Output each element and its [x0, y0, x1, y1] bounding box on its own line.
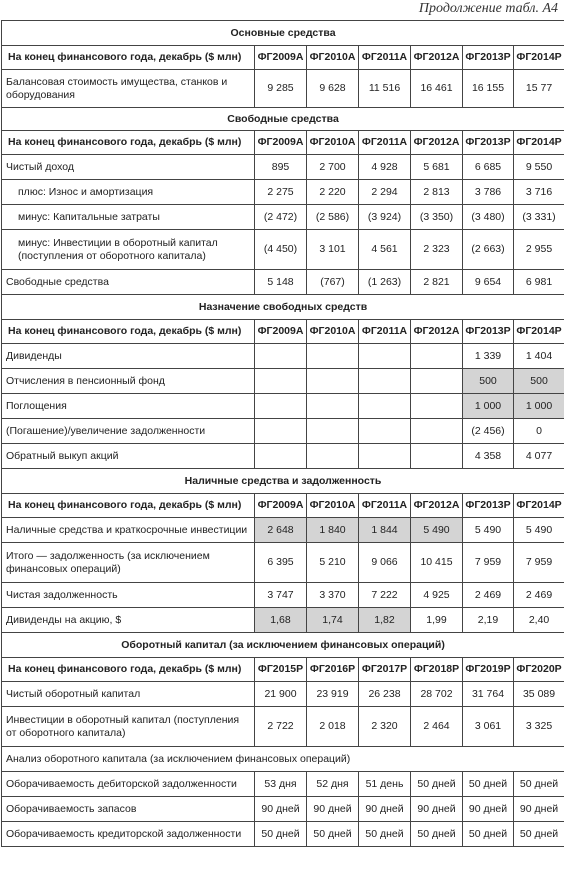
row-label: Обратный выкуп акций [2, 444, 255, 469]
table-cell: 2,40 [514, 608, 564, 633]
table-row [2, 608, 564, 633]
row-label: (Погашение)/увеличение задолженности [2, 419, 255, 444]
table-cell: 500 [514, 369, 564, 394]
column-header-year: ФГ2011А [359, 131, 411, 155]
column-header-label: На конец финансового года, декабрь ($ млн) [2, 131, 255, 155]
table-cell: 7 959 [514, 543, 564, 583]
row-label: Оборачиваемость запасов [2, 797, 255, 822]
table-row [2, 205, 564, 230]
row-label: Оборачиваемость кредиторской задолженности [2, 822, 255, 847]
table-cell: (2 586) [307, 205, 359, 230]
table-cell: (767) [307, 270, 359, 295]
column-header-label: На конец финансового года, декабрь ($ млн) [2, 494, 255, 518]
table-cell: 3 786 [463, 180, 514, 205]
column-header-year: ФГ2012А [411, 131, 463, 155]
table-cell: 5 490 [514, 518, 564, 543]
row-label: Анализ оборотного капитала (за исключением финансовых операций) [2, 747, 564, 772]
table-cell: 3 370 [307, 583, 359, 608]
column-header-year: ФГ2009А [255, 494, 307, 518]
table-cell: 1 000 [463, 394, 514, 419]
row-label: минус: Инвестиции в оборотный капитал (поступления от оборотного капитала) [2, 230, 255, 270]
table-row [2, 344, 564, 369]
table-cell: 1 339 [463, 344, 514, 369]
column-header-year: ФГ2014Р [514, 131, 564, 155]
section-header-row [2, 108, 564, 131]
table-row [2, 772, 564, 797]
table-cell [411, 344, 463, 369]
column-header-year: ФГ2020Р [514, 658, 564, 682]
table-cell [411, 369, 463, 394]
table-cell: 2 294 [359, 180, 411, 205]
section-header-row [2, 295, 564, 320]
table-cell: 4 928 [359, 155, 411, 180]
column-header-year: ФГ2012А [411, 320, 463, 344]
row-label: плюс: Износ и амортизация [2, 180, 255, 205]
table-row [2, 518, 564, 543]
section-title: Назначение свободных средств [2, 295, 564, 320]
table-cell: 50 дней [255, 822, 307, 847]
table-row [2, 369, 564, 394]
table-row [2, 543, 564, 583]
table-cell: (4 450) [255, 230, 307, 270]
table-cell: (3 480) [463, 205, 514, 230]
row-label: Итого — задолженность (за исключением финансовых операций) [2, 543, 255, 583]
row-label: Чистая задолженность [2, 583, 255, 608]
row-label: Отчисления в пенсионный фонд [2, 369, 255, 394]
table-cell: 5 490 [463, 518, 514, 543]
column-header-year: ФГ2014Р [514, 494, 564, 518]
table-cell: 50 дней [463, 822, 514, 847]
table-cell: 4 925 [411, 583, 463, 608]
financial-table [1, 20, 564, 847]
column-header-year: ФГ2012А [411, 46, 463, 70]
column-header-year: ФГ2018Р [411, 658, 463, 682]
table-cell [307, 394, 359, 419]
table-cell: 15 77 [514, 70, 564, 108]
section-header-row [2, 633, 564, 658]
table-cell: 2 464 [411, 707, 463, 747]
table-cell: 1 000 [514, 394, 564, 419]
table-cell: 2 648 [255, 518, 307, 543]
table-cell: 2,19 [463, 608, 514, 633]
table-cell: 50 дней [514, 822, 564, 847]
table-cell [359, 419, 411, 444]
row-label: Поглощения [2, 394, 255, 419]
table-cell: 4 077 [514, 444, 564, 469]
table-caption: Продолжение табл. А4 [418, 1, 558, 16]
table-cell: 50 дней [514, 772, 564, 797]
column-header-year: ФГ2010А [307, 494, 359, 518]
table-cell: 1 404 [514, 344, 564, 369]
table-cell [255, 394, 307, 419]
table-cell: 53 дня [255, 772, 307, 797]
table-cell: 1,99 [411, 608, 463, 633]
row-label: Чистый доход [2, 155, 255, 180]
table-cell: 26 238 [359, 682, 411, 707]
table-cell: 6 685 [463, 155, 514, 180]
table-cell: 6 395 [255, 543, 307, 583]
table-cell: 50 дней [411, 772, 463, 797]
table-cell [307, 344, 359, 369]
table-cell [411, 444, 463, 469]
section-title: Свободные средства [2, 108, 564, 131]
table-cell: 7 222 [359, 583, 411, 608]
column-header-row [2, 46, 564, 70]
column-header-label: На конец финансового года, декабрь ($ млн) [2, 46, 255, 70]
table-cell: 2 220 [307, 180, 359, 205]
table-cell: 31 764 [463, 682, 514, 707]
column-header-year: ФГ2016Р [307, 658, 359, 682]
table-cell: 21 900 [255, 682, 307, 707]
table-cell: 6 981 [514, 270, 564, 295]
table-row [2, 444, 564, 469]
table-cell: 9 066 [359, 543, 411, 583]
table-cell: 2 469 [463, 583, 514, 608]
table-cell: 7 959 [463, 543, 514, 583]
table-cell: 9 654 [463, 270, 514, 295]
table-row [2, 682, 564, 707]
table-cell [255, 344, 307, 369]
table-cell [359, 394, 411, 419]
table-cell: 1 840 [307, 518, 359, 543]
table-cell [255, 444, 307, 469]
table-cell [411, 419, 463, 444]
table-cell: 3 325 [514, 707, 564, 747]
column-header-year: ФГ2014Р [514, 320, 564, 344]
table-cell: (3 331) [514, 205, 564, 230]
column-header-year: ФГ2011А [359, 320, 411, 344]
table-cell: 3 716 [514, 180, 564, 205]
table-cell: 1 844 [359, 518, 411, 543]
table-cell: 52 дня [307, 772, 359, 797]
table-cell: 50 дней [463, 772, 514, 797]
column-header-year: ФГ2015Р [255, 658, 307, 682]
row-label: Оборачиваемость дебиторской задолженности [2, 772, 255, 797]
table-row [2, 583, 564, 608]
row-label: минус: Капитальные затраты [2, 205, 255, 230]
column-header-year: ФГ2013Р [463, 46, 514, 70]
column-header-year: ФГ2013Р [463, 494, 514, 518]
table-row [2, 230, 564, 270]
table-cell: 9 550 [514, 155, 564, 180]
table-cell: 9 285 [255, 70, 307, 108]
table-row [2, 180, 564, 205]
row-label: Свободные средства [2, 270, 255, 295]
table-cell: 1,74 [307, 608, 359, 633]
table-cell: 90 дней [514, 797, 564, 822]
table-cell: 2 275 [255, 180, 307, 205]
column-header-year: ФГ2019Р [463, 658, 514, 682]
table-row [2, 419, 564, 444]
table-cell: (2 472) [255, 205, 307, 230]
column-header-year: ФГ2010А [307, 131, 359, 155]
column-header-year: ФГ2009А [255, 131, 307, 155]
column-header-row [2, 658, 564, 682]
table-cell: 28 702 [411, 682, 463, 707]
table-cell: 35 089 [514, 682, 564, 707]
table-cell: 500 [463, 369, 514, 394]
column-header-label: На конец финансового года, декабрь ($ млн) [2, 658, 255, 682]
column-header-year: ФГ2009А [255, 320, 307, 344]
table-row [2, 270, 564, 295]
table-cell: 16 461 [411, 70, 463, 108]
table-cell: 11 516 [359, 70, 411, 108]
table-row [2, 70, 564, 108]
column-header-year: ФГ2010А [307, 46, 359, 70]
row-label: Дивиденды на акцию, $ [2, 608, 255, 633]
table-cell: (3 350) [411, 205, 463, 230]
column-header-year: ФГ2010А [307, 320, 359, 344]
table-cell: 2 821 [411, 270, 463, 295]
table-cell: 90 дней [411, 797, 463, 822]
row-label: Дивиденды [2, 344, 255, 369]
section-title: Основные средства [2, 21, 564, 46]
table-cell: 2 018 [307, 707, 359, 747]
table-row [2, 822, 564, 847]
row-label: Чистый оборотный капитал [2, 682, 255, 707]
table-cell: 90 дней [307, 797, 359, 822]
table-cell: 50 дней [359, 822, 411, 847]
table-cell: 2 320 [359, 707, 411, 747]
table-cell: 2 323 [411, 230, 463, 270]
table-cell [411, 394, 463, 419]
table-row [2, 155, 564, 180]
table-cell: 2 813 [411, 180, 463, 205]
column-header-year: ФГ2011А [359, 494, 411, 518]
table-cell: 2 722 [255, 707, 307, 747]
table-cell: 1,82 [359, 608, 411, 633]
section-header-row [2, 469, 564, 494]
column-header-row [2, 494, 564, 518]
table-row [2, 394, 564, 419]
column-header-year: ФГ2014Р [514, 46, 564, 70]
table-cell: 5 148 [255, 270, 307, 295]
table-cell: 5 210 [307, 543, 359, 583]
table-cell [359, 344, 411, 369]
table-cell: 3 061 [463, 707, 514, 747]
section-title: Наличные средства и задолженность [2, 469, 564, 494]
table-cell: 10 415 [411, 543, 463, 583]
table-cell: 3 747 [255, 583, 307, 608]
table-cell [359, 444, 411, 469]
row-label: Наличные средства и краткосрочные инвестиции [2, 518, 255, 543]
row-label: Балансовая стоимость имущества, станков и оборудования [2, 70, 255, 108]
column-header-year: ФГ2009А [255, 46, 307, 70]
table-cell: 90 дней [359, 797, 411, 822]
table-cell [255, 369, 307, 394]
column-header-year: ФГ2013Р [463, 131, 514, 155]
table-cell: 2 955 [514, 230, 564, 270]
table-row [2, 707, 564, 747]
table-cell: 50 дней [307, 822, 359, 847]
column-header-year: ФГ2012А [411, 494, 463, 518]
table-cell: 2 469 [514, 583, 564, 608]
table-cell [255, 419, 307, 444]
column-header-row [2, 320, 564, 344]
column-header-year: ФГ2013Р [463, 320, 514, 344]
table-cell [307, 444, 359, 469]
table-cell: (2 663) [463, 230, 514, 270]
table-cell: (2 456) [463, 419, 514, 444]
table-cell: 9 628 [307, 70, 359, 108]
table-cell: 4 561 [359, 230, 411, 270]
table-cell: 4 358 [463, 444, 514, 469]
column-header-label: На конец финансового года, декабрь ($ млн) [2, 320, 255, 344]
table-cell: 895 [255, 155, 307, 180]
table-cell: 5 681 [411, 155, 463, 180]
column-header-year: ФГ2011А [359, 46, 411, 70]
table-cell: 51 день [359, 772, 411, 797]
table-cell: 3 101 [307, 230, 359, 270]
table-cell: 23 919 [307, 682, 359, 707]
table-cell [307, 419, 359, 444]
table-cell [307, 369, 359, 394]
table-cell: 16 155 [463, 70, 514, 108]
section-title: Оборотный капитал (за исключением финансовых операций) [2, 633, 564, 658]
column-header-row [2, 131, 564, 155]
section-header-row [2, 21, 564, 46]
table-cell: 0 [514, 419, 564, 444]
row-label: Инвестиции в оборотный капитал (поступления от оборотного капитала) [2, 707, 255, 747]
table-cell: 50 дней [411, 822, 463, 847]
subheader-row [2, 747, 564, 772]
table-row [2, 797, 564, 822]
table-cell: 2 700 [307, 155, 359, 180]
table-cell [359, 369, 411, 394]
table-cell: 90 дней [255, 797, 307, 822]
table-cell: 1,68 [255, 608, 307, 633]
table-cell: 90 дней [463, 797, 514, 822]
table-cell: 5 490 [411, 518, 463, 543]
table-cell: (1 263) [359, 270, 411, 295]
table-cell: (3 924) [359, 205, 411, 230]
column-header-year: ФГ2017Р [359, 658, 411, 682]
